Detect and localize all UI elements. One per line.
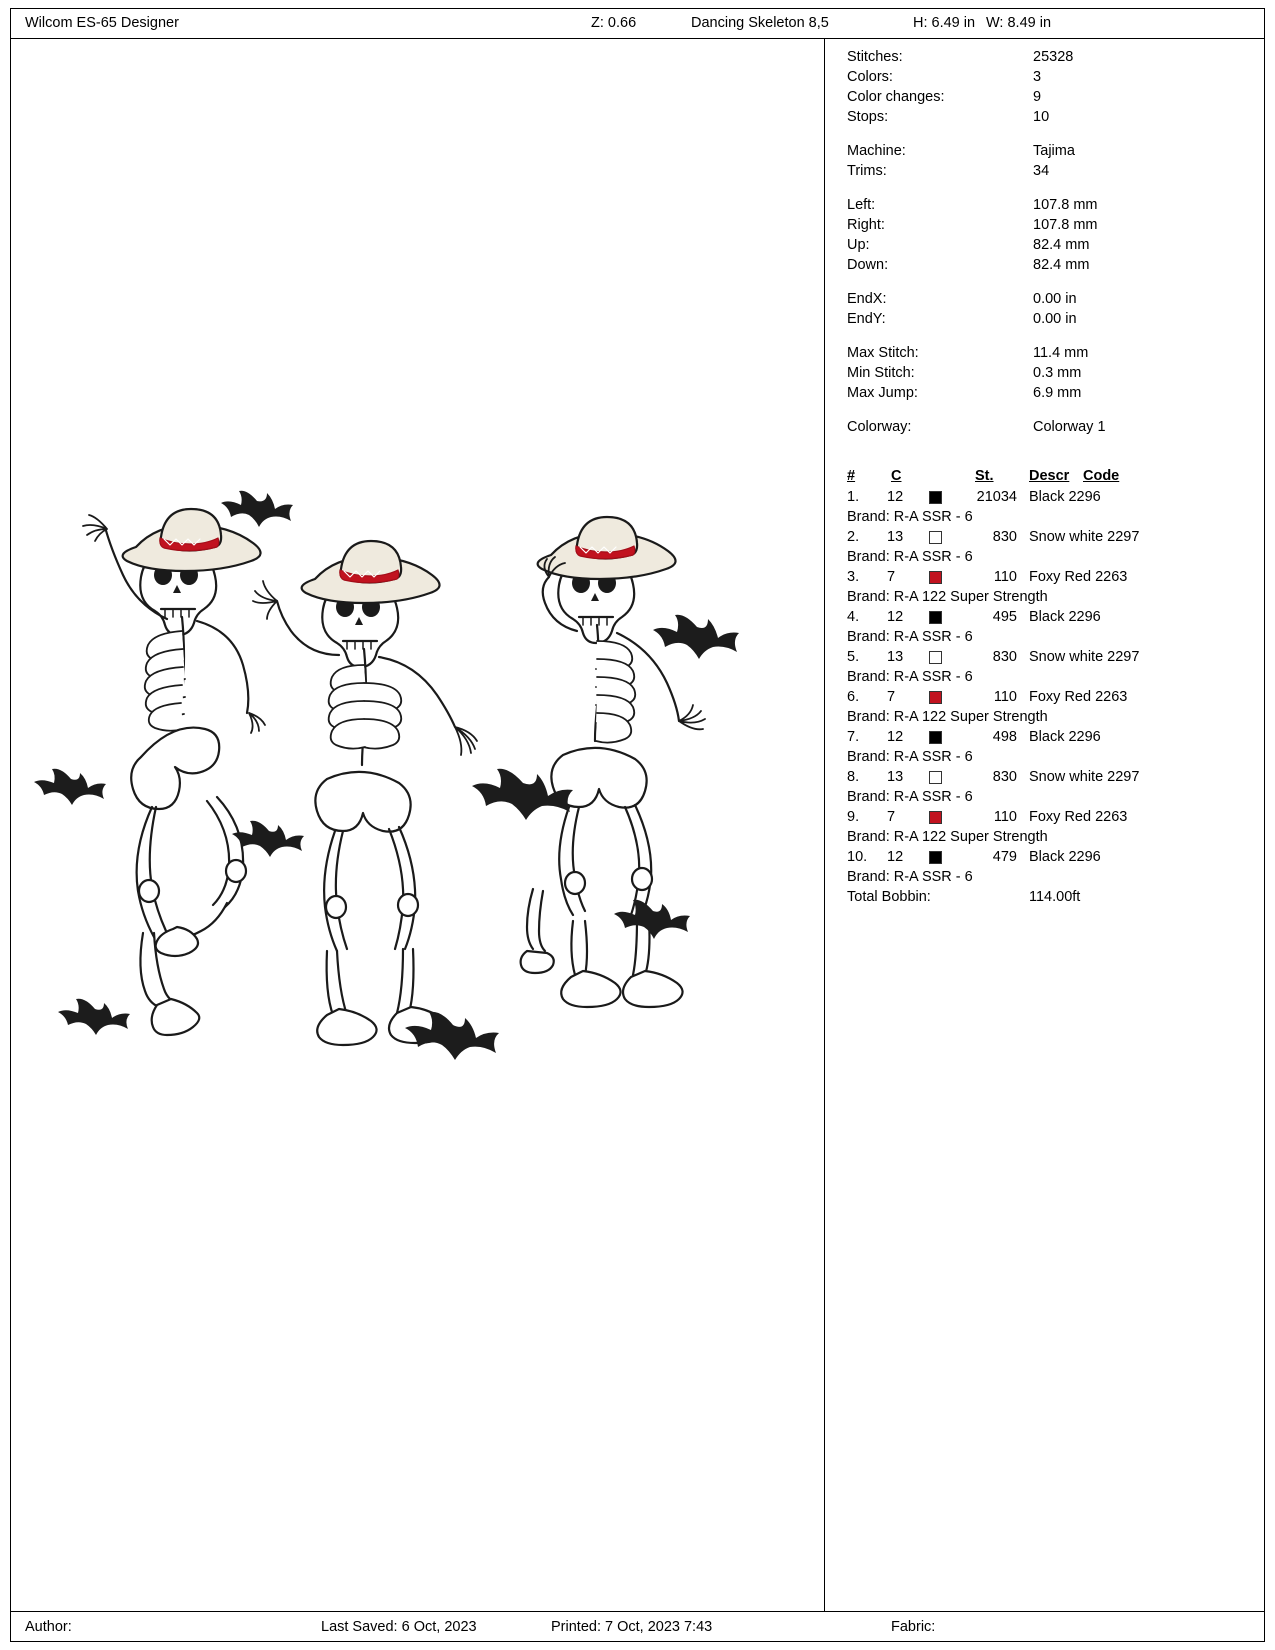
design-name: Dancing Skeleton 8,5: [691, 15, 829, 31]
row-description: Black 2296: [1029, 729, 1101, 745]
info-row: [847, 195, 1256, 215]
row-brand: Brand: R-A SSR - 6: [847, 669, 973, 685]
row-brand: Brand: R-A 122 Super Strength: [847, 829, 1048, 845]
info-row: [847, 67, 1256, 87]
info-label: Colorway:: [847, 419, 912, 435]
row-stitches: 21034: [976, 489, 1017, 505]
page-footer: [11, 1611, 1264, 1641]
row-stitches: 830: [992, 529, 1017, 545]
row-description: Black 2296: [1029, 609, 1101, 625]
print-preview-page: [10, 8, 1265, 1642]
last-saved-field: Last Saved: 6 Oct, 2023: [321, 1619, 477, 1635]
row-index: 10.: [847, 849, 868, 865]
info-label: Machine:: [847, 143, 906, 159]
info-value: 107.8 mm: [1033, 217, 1098, 233]
row-needle: 12: [887, 609, 904, 625]
color-swatch: [929, 731, 942, 744]
info-value: Colorway 1: [1033, 419, 1106, 435]
info-value: 10: [1033, 109, 1050, 125]
info-value: 0.00 in: [1033, 291, 1077, 307]
info-value: 3: [1033, 69, 1042, 85]
table-row: [847, 767, 1258, 787]
row-index: 1.: [847, 489, 860, 505]
row-index: 4.: [847, 609, 860, 625]
row-stitches: 498: [992, 729, 1017, 745]
zoom-level: Z: 0.66: [591, 15, 637, 31]
col-header-number: #: [847, 468, 856, 484]
info-row: [847, 107, 1256, 127]
info-label: Colors:: [847, 69, 893, 85]
total-bobbin-value: 114.00ft: [1029, 889, 1081, 905]
info-group-colorway: [847, 417, 1256, 437]
page-header: [11, 9, 1264, 39]
info-row: [847, 255, 1256, 275]
design-info-panel: [825, 39, 1264, 1611]
color-swatch: [929, 811, 942, 824]
color-swatch: [929, 571, 942, 584]
info-value: 0.3 mm: [1033, 365, 1082, 381]
row-index: 7.: [847, 729, 860, 745]
info-row: [847, 417, 1256, 437]
col-header-color: C: [891, 468, 902, 484]
table-row: [847, 847, 1258, 867]
skeleton-right: [521, 517, 705, 1007]
info-group-end-coords: [847, 289, 1256, 329]
info-row: [847, 383, 1256, 403]
info-row: [847, 161, 1256, 181]
info-label: Max Stitch:: [847, 345, 919, 361]
row-needle: 7: [887, 809, 896, 825]
row-needle: 13: [887, 769, 904, 785]
color-swatch: [929, 651, 942, 664]
row-brand: Brand: R-A SSR - 6: [847, 629, 973, 645]
info-group-stitch-lengths: [847, 343, 1256, 403]
info-label: Color changes:: [847, 89, 945, 105]
color-swatch: [929, 491, 942, 504]
table-row: [847, 487, 1258, 507]
row-description: Black 2296: [1029, 489, 1101, 505]
row-stitches: 110: [993, 569, 1017, 585]
info-label: Up:: [847, 237, 870, 253]
page-body: [11, 39, 1264, 1611]
row-stitches: 110: [993, 809, 1017, 825]
row-brand: Brand: R-A SSR - 6: [847, 749, 973, 765]
info-value: 6.9 mm: [1033, 385, 1082, 401]
color-swatch: [929, 611, 942, 624]
info-value: 107.8 mm: [1033, 197, 1098, 213]
design-width: W: 8.49 in: [986, 15, 1052, 31]
row-description: Foxy Red 2263: [1029, 569, 1128, 585]
info-label: EndX:: [847, 291, 887, 307]
design-height: H: 6.49 in: [913, 15, 976, 31]
info-label: Trims:: [847, 163, 887, 179]
row-needle: 7: [887, 569, 896, 585]
info-label: Stops:: [847, 109, 889, 125]
info-row: [847, 343, 1256, 363]
color-swatch: [929, 691, 942, 704]
row-needle: 13: [887, 529, 904, 545]
info-value: 0.00 in: [1033, 311, 1077, 327]
info-row: [847, 289, 1256, 309]
row-description: Black 2296: [1029, 849, 1101, 865]
author-field: Author:: [25, 1619, 72, 1635]
row-description: Snow white 2297: [1029, 649, 1140, 665]
info-label: Down:: [847, 257, 889, 273]
info-value: Tajima: [1033, 143, 1075, 159]
row-brand: Brand: R-A 122 Super Strength: [847, 589, 1048, 605]
table-row: [847, 567, 1258, 587]
info-row: [847, 363, 1256, 383]
dancing-skeletons-artwork: [21, 459, 821, 1099]
info-value: 9: [1033, 89, 1042, 105]
app-title: Wilcom ES-65 Designer: [25, 15, 179, 31]
info-value: 82.4 mm: [1033, 257, 1090, 273]
table-row: [847, 647, 1258, 667]
color-sequence-table: [847, 465, 1258, 905]
printed-field: Printed: 7 Oct, 2023 7:43: [551, 1619, 713, 1635]
info-group-summary: [847, 47, 1256, 127]
info-row: [847, 215, 1256, 235]
info-row: [847, 47, 1256, 67]
info-label: Left:: [847, 197, 876, 213]
row-brand: Brand: R-A SSR - 6: [847, 549, 973, 565]
row-needle: 12: [887, 729, 904, 745]
col-header-code: Code: [1083, 468, 1120, 484]
col-header-stitches: St.: [975, 468, 994, 484]
row-index: 8.: [847, 769, 860, 785]
row-description: Foxy Red 2263: [1029, 689, 1128, 705]
color-table-header: [847, 465, 1258, 487]
table-row: [847, 727, 1258, 747]
row-needle: 12: [887, 849, 904, 865]
row-index: 5.: [847, 649, 860, 665]
color-swatch: [929, 851, 942, 864]
row-needle: 7: [887, 689, 896, 705]
table-row: [847, 527, 1258, 547]
row-index: 9.: [847, 809, 860, 825]
info-value: 34: [1033, 163, 1050, 179]
row-index: 3.: [847, 569, 860, 585]
info-row: [847, 141, 1256, 161]
color-swatch: [929, 531, 942, 544]
info-value: 82.4 mm: [1033, 237, 1090, 253]
row-brand: Brand: R-A SSR - 6: [847, 869, 973, 885]
info-row: [847, 87, 1256, 107]
row-brand: Brand: R-A SSR - 6: [847, 789, 973, 805]
row-stitches: 479: [992, 849, 1017, 865]
row-stitches: 830: [992, 649, 1017, 665]
info-label: Min Stitch:: [847, 365, 915, 381]
row-stitches: 830: [992, 769, 1017, 785]
row-stitches: 110: [993, 689, 1017, 705]
row-needle: 13: [887, 649, 904, 665]
total-bobbin-label: Total Bobbin:: [847, 889, 931, 905]
row-index: 2.: [847, 529, 860, 545]
info-group-extents: [847, 195, 1256, 275]
info-row: [847, 235, 1256, 255]
info-value: 11.4 mm: [1033, 345, 1089, 361]
skeleton-middle: [253, 541, 477, 1045]
row-description: Snow white 2297: [1029, 529, 1140, 545]
color-swatch: [929, 771, 942, 784]
row-description: Snow white 2297: [1029, 769, 1140, 785]
table-row: [847, 807, 1258, 827]
table-row: [847, 687, 1258, 707]
info-label: EndY:: [847, 311, 886, 327]
row-stitches: 495: [992, 609, 1017, 625]
skeleton-left: [83, 509, 265, 1035]
row-brand: Brand: R-A 122 Super Strength: [847, 709, 1048, 725]
row-index: 6.: [847, 689, 860, 705]
row-description: Foxy Red 2263: [1029, 809, 1128, 825]
info-group-machine: [847, 141, 1256, 181]
fabric-field: Fabric:: [891, 1619, 936, 1635]
info-row: [847, 309, 1256, 329]
row-needle: 12: [887, 489, 904, 505]
info-label: Max Jump:: [847, 385, 918, 401]
info-label: Stitches:: [847, 49, 903, 65]
info-label: Right:: [847, 217, 885, 233]
row-brand: Brand: R-A SSR - 6: [847, 509, 973, 525]
design-canvas[interactable]: [11, 39, 824, 1611]
info-value: 25328: [1033, 49, 1074, 65]
col-header-descr: Descr: [1029, 468, 1070, 484]
table-row: [847, 607, 1258, 627]
